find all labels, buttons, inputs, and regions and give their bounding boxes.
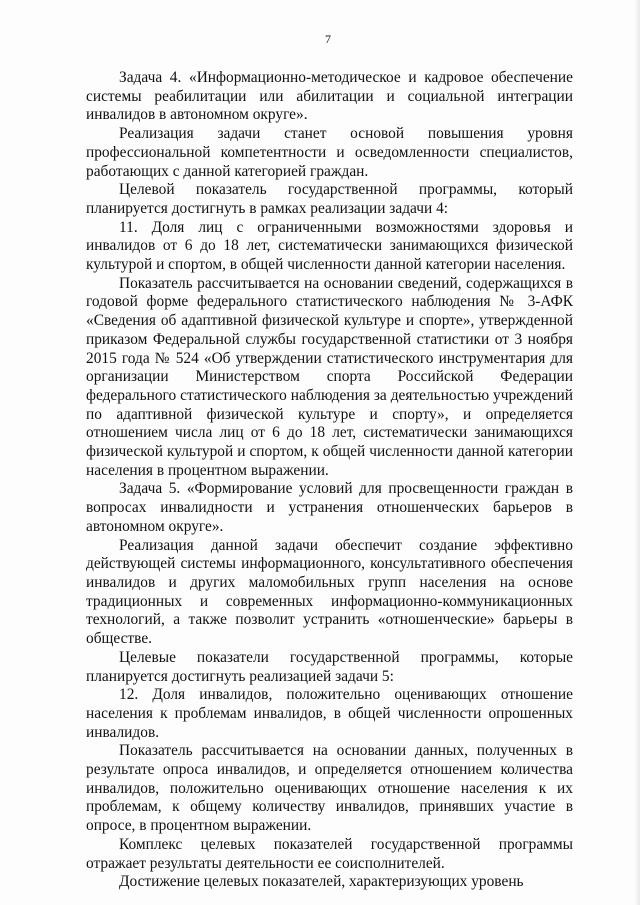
paragraph-indicator-12-calculation: Показатель рассчитывается на основании данных, полученных в результате опроса инвалидов, и определяется отношением количества инвалидов, положительно оценивающих отношение населения к их проблемам, к общему количеству инвалидов, принявших участие в опросе, в процентном выражении. [86,742,573,835]
paragraph-indicator-12: 12. Доля инвалидов, положительно оценивающих отношение населения к проблемам инвалидов, в общей численности опрошенных инвалидов. [86,686,573,741]
paragraph-task-5-target-intro: Целевые показатели государственной программы, которые планируется достигнуть реализацией задачи 5: [86,648,573,685]
page-edge-shadow [634,0,640,905]
paragraph-task-4-implementation: Реализация задачи станет основой повышения уровня профессиональной компетентности и осведомленности специалистов, работающих с данной категорией граждан. [86,125,573,180]
paragraph-task-4-target-intro: Целевой показатель государственной программы, который планируется достигнуть в рамках реализации задачи 4: [86,181,573,217]
page-number: 7 [325,32,331,46]
paragraph-task-5-implementation: Реализация данной задачи обеспечит создание эффективно действующей системы информационного, консультативного обеспечения инвалидов и других маломобильных групп населения на основе традиционных и современных информационно-коммуникационных технологий, а также позволит устранить «отношенческие» барьеры в обществе. [86,536,573,648]
paragraph-indicator-11: 11. Доля лиц с ограниченными возможностями здоровья и инвалидов от 6 до 18 лет, систематически занимающихся физической культурой и спортом, в общей численности данной категории населения. [86,218,573,274]
paragraph-task-4-title: Задача 4. «Информационно-методическое и кадровое обеспечение системы реабилитации или абилитации и социальной интеграции инвалидов в автономном округе». [86,69,573,124]
paragraph-task-5-title: Задача 5. «Формирование условий для просвещенности граждан в вопросах инвалидности и устранения отношенческих барьеров в автономном округе». [86,480,573,535]
paragraph-indicator-11-calculation: Показатель рассчитывается на основании сведений, содержащихся в годовой форме федерального статистического наблюдения № 3-АФК «Сведения об адаптивной физической культуре и спорте», утвержденной приказом Федеральной службы государственной статистики от 3 ноября 2015 года № 524 «Об утверждении статистического инструментария для организации Министерством спорта Российской Федерации федерального статистического наблюдения за деятельностью учреждений по адаптивной физической культуре и спорту», и определяется отношением числа лиц от 6 до 18 лет, систематически занимающихся физической культурой и спортом, к общей численности данной категории населения в процентном выражении. [86,274,573,479]
paragraph-indicators-complex: Комплекс целевых показателей государственной программы отражает результаты деятельности ее соисполнителей. [86,835,573,872]
paragraph-achievement: Достижение целевых показателей, характеризующих уровень [119,873,524,891]
document-body [86,69,573,892]
